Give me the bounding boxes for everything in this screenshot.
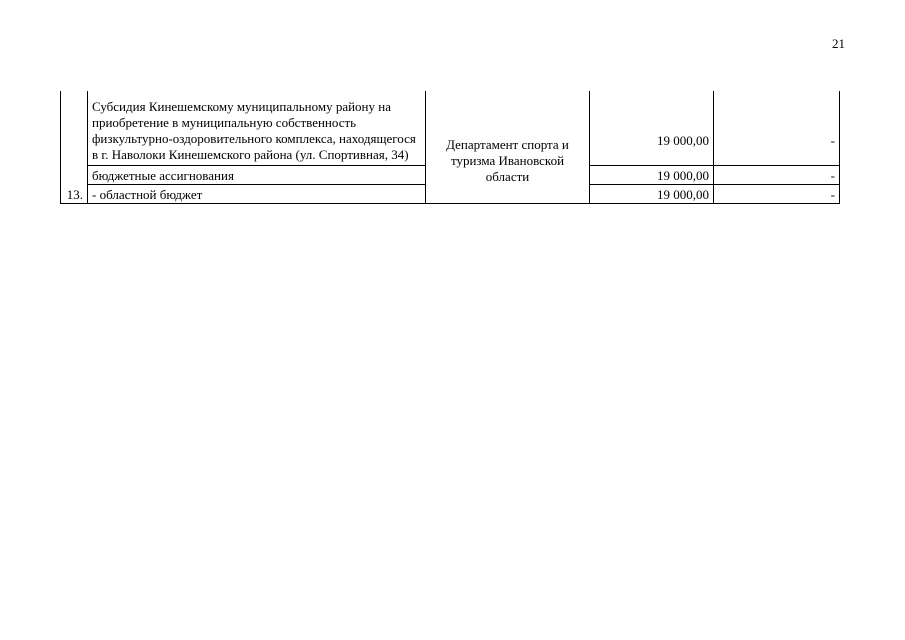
row-label-cell: бюджетные ассигнования xyxy=(88,166,426,185)
page-number: 21 xyxy=(832,36,845,51)
dash-cell: - xyxy=(714,185,840,204)
dash-cell: - xyxy=(714,166,840,185)
value-cell: 19 000,00 xyxy=(590,185,714,204)
budget-table xyxy=(60,91,840,204)
row-number-cell: 13. xyxy=(61,91,88,204)
department-cell: Департамент спорта и туризма Ивановской области xyxy=(426,91,590,204)
value-cell: 19 000,00 xyxy=(590,91,714,166)
description-cell: Субсидия Кинешемскому муниципальному району на приобретение в муниципальную собственность физкультурно-оздоровительного комплекса, находящегося в г. Наволоки Кинешемского района (ул. Спортивная, 34) xyxy=(88,91,426,166)
row-label-cell: - областной бюджет xyxy=(88,185,426,204)
dash-cell: - xyxy=(714,91,840,166)
table-row xyxy=(61,91,840,166)
value-cell: 19 000,00 xyxy=(590,166,714,185)
